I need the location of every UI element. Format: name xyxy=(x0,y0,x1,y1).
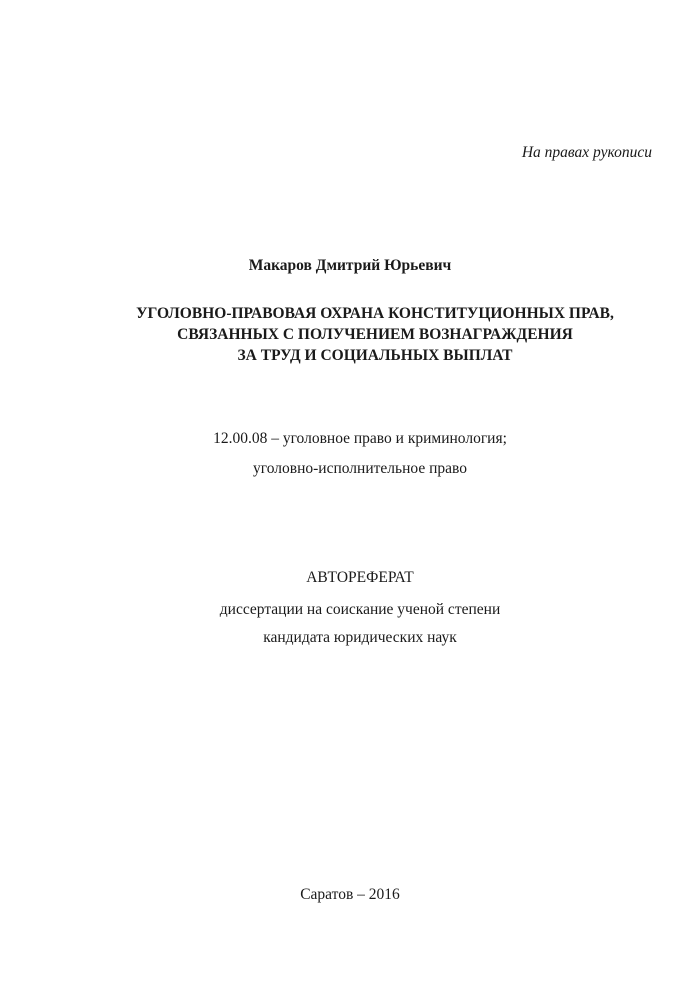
author-name: Макаров Дмитрий Юрьевич xyxy=(248,257,452,274)
specialty-line: 12.00.08 – уголовное право и криминология; xyxy=(213,430,507,447)
title-line: СВЯЗАННЫХ С ПОЛУЧЕНИЕМ ВОЗНАГРАЖДЕНИЯ xyxy=(177,326,573,343)
title-line: УГОЛОВНО-ПРАВОВАЯ ОХРАНА КОНСТИТУЦИОННЫХ ПРАВ, xyxy=(136,305,614,322)
place-and-year: Саратов – 2016 xyxy=(300,886,400,903)
purpose-line: кандидата юридических наук xyxy=(263,629,457,646)
copyright-note: На правах рукописи xyxy=(521,144,652,161)
title-line: ЗА ТРУД И СОЦИАЛЬНЫХ ВЫПЛАТ xyxy=(237,347,513,364)
purpose-line: диссертации на соискание ученой степени xyxy=(219,601,501,618)
specialty-code xyxy=(30,424,690,484)
specialty-line: уголовно-исполнительное право xyxy=(253,460,467,477)
document-type: АВТОРЕФЕРАТ xyxy=(306,569,414,586)
document-purpose xyxy=(30,596,690,652)
dissertation-title xyxy=(60,303,690,366)
